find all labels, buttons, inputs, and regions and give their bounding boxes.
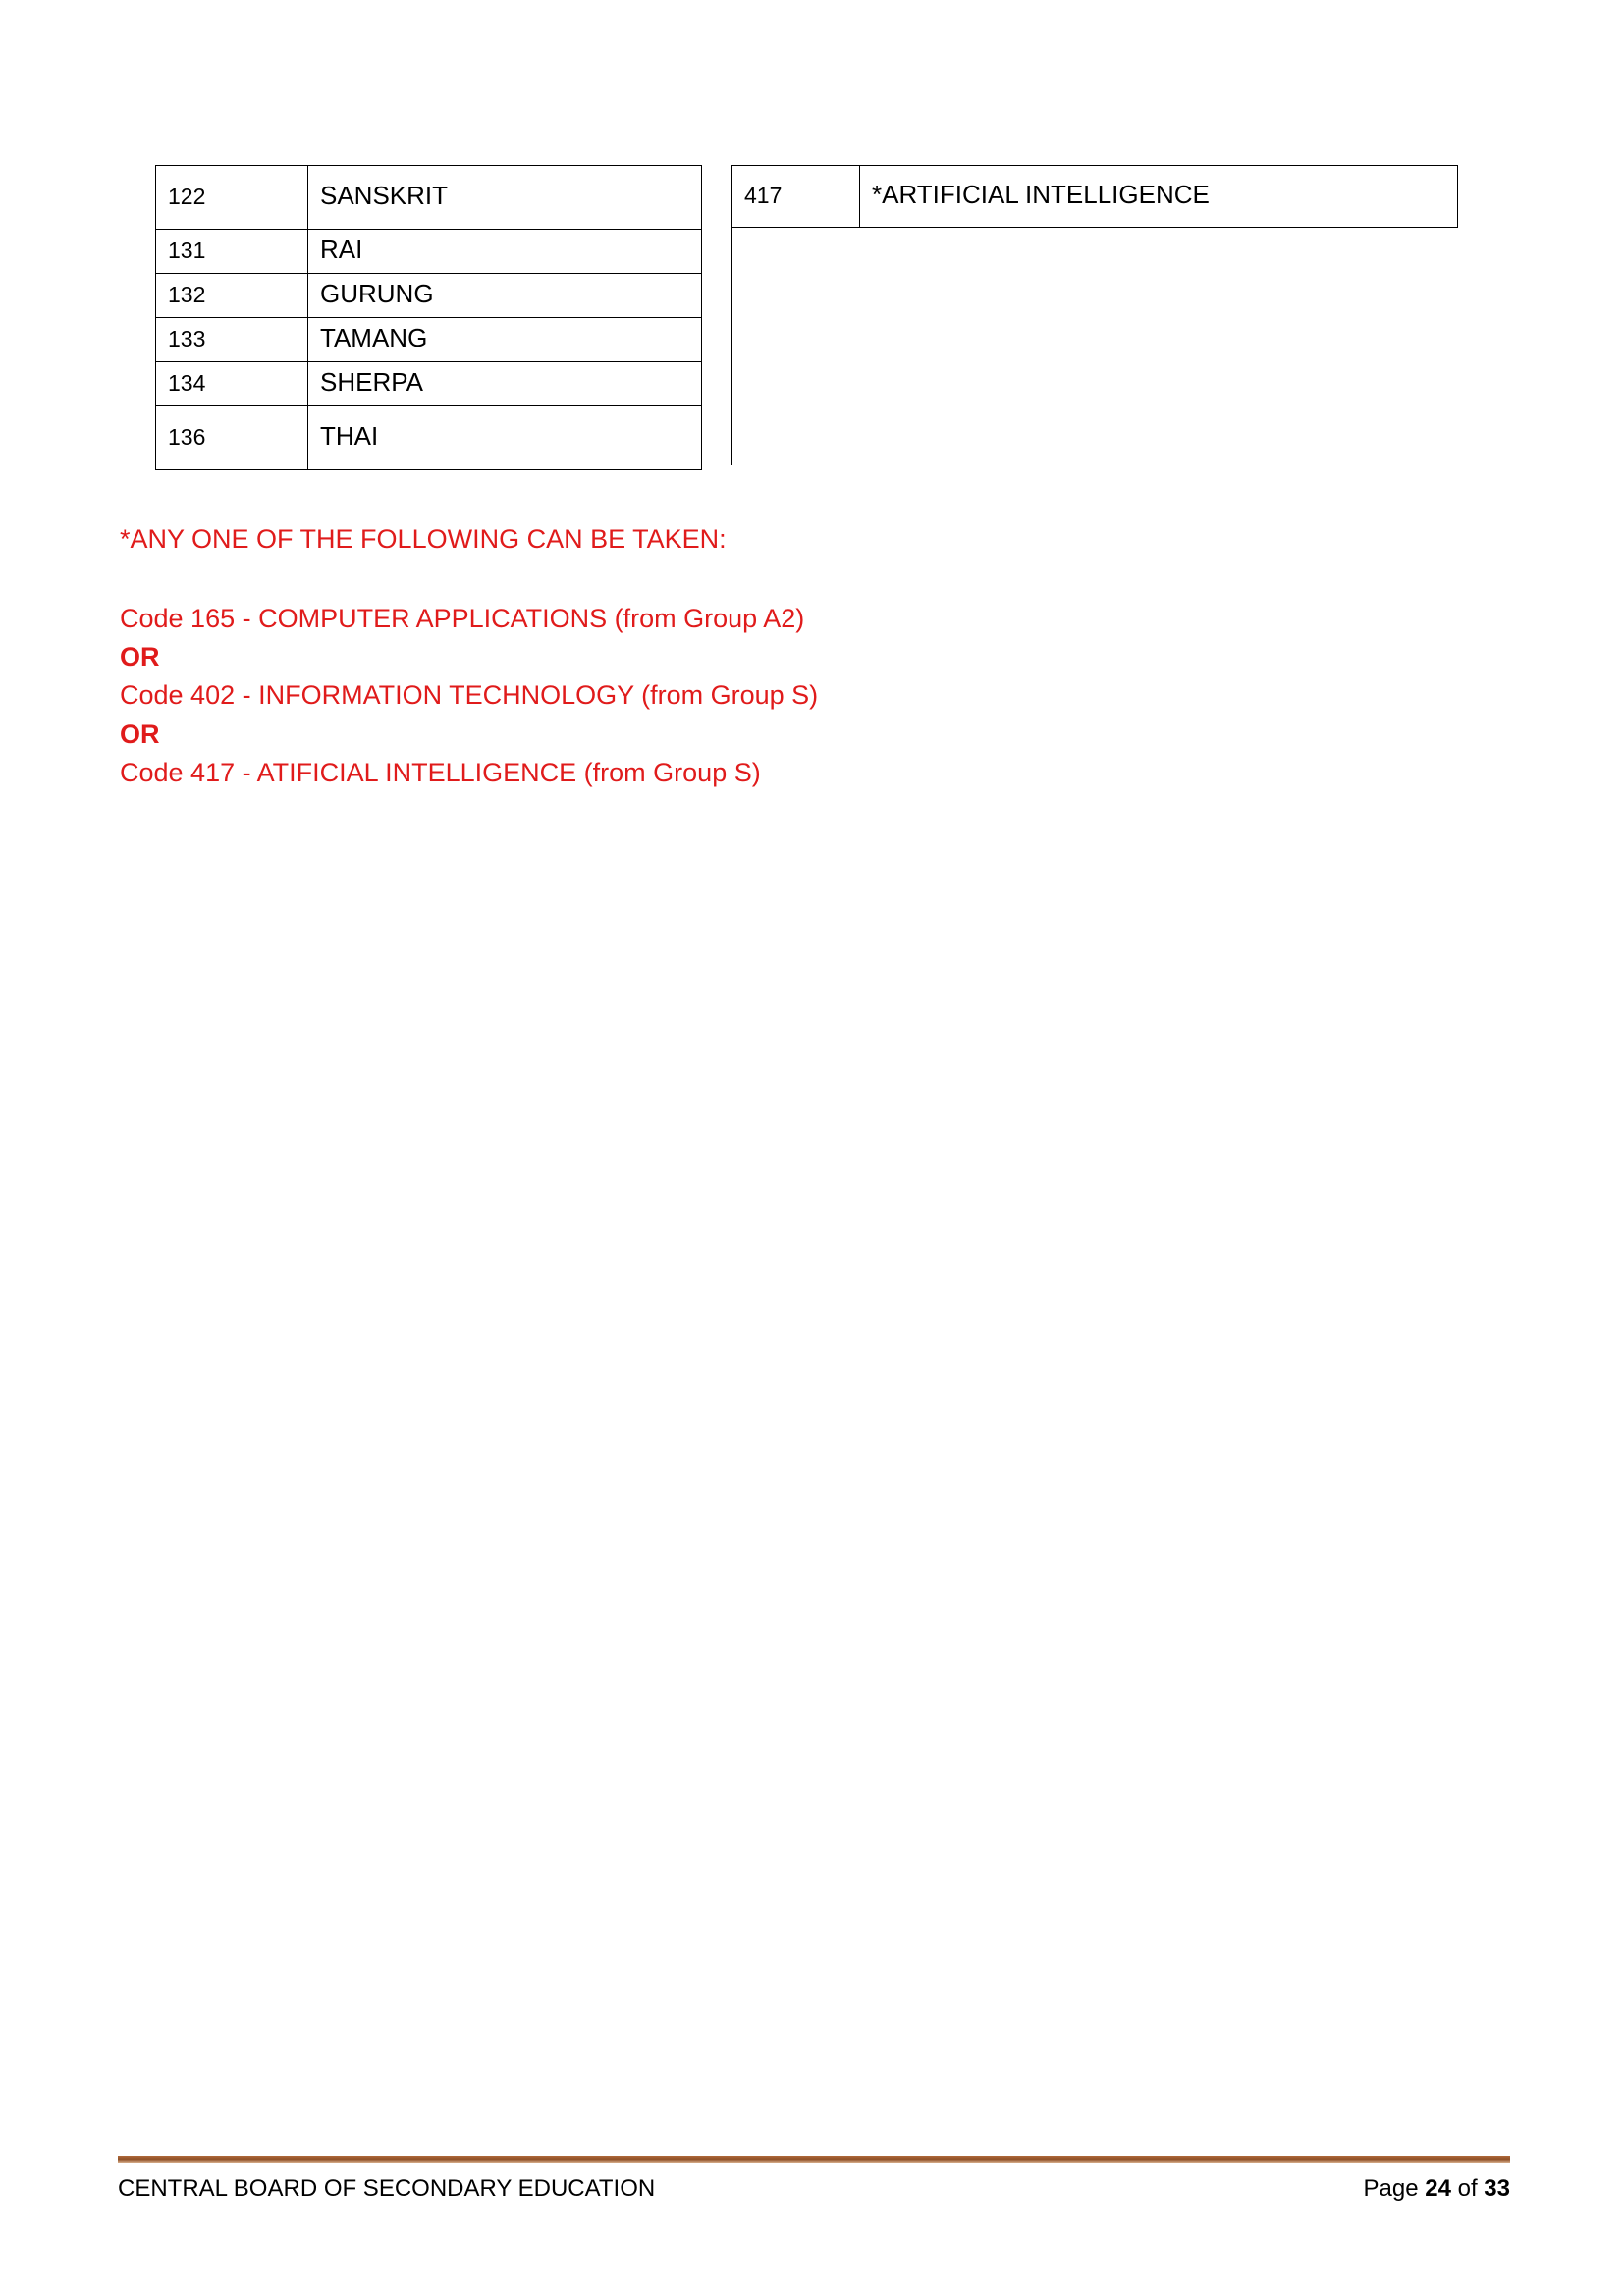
footer-page-total: 33	[1484, 2175, 1510, 2202]
language-subject-table	[155, 165, 702, 470]
footer-page-label: Page	[1363, 2175, 1419, 2202]
table-row	[156, 230, 702, 274]
table-row	[156, 274, 702, 318]
subject-code: 131	[156, 230, 308, 274]
subject-name: SANSKRIT	[308, 166, 702, 230]
footnote-line-1: Code 165 - COMPUTER APPLICATIONS (from Group A2)	[120, 604, 805, 634]
footer-page-number: 24	[1425, 2175, 1451, 2202]
subject-name: THAI	[308, 406, 702, 470]
subject-code: 417	[732, 166, 860, 228]
subject-code: 132	[156, 274, 308, 318]
footer-page-of: of	[1457, 2175, 1478, 2202]
footnote-line-5: Code 417 - ATIFICIAL INTELLIGENCE (from Group S)	[120, 757, 761, 787]
subject-name: RAI	[308, 230, 702, 274]
subject-name: TAMANG	[308, 318, 702, 362]
table-row	[156, 318, 702, 362]
empty-cell	[732, 228, 860, 466]
subject-code: 134	[156, 362, 308, 406]
table-row	[732, 166, 1458, 228]
footnote-line-3: Code 402 - INFORMATION TECHNOLOGY (from Group S)	[120, 680, 819, 711]
footnote-line-2: OR	[120, 642, 160, 672]
subject-code: 136	[156, 406, 308, 470]
table-row	[156, 362, 702, 406]
empty-cell	[860, 228, 1458, 466]
footnote-block	[120, 520, 1298, 792]
subject-name: *ARTIFICIAL INTELLIGENCE	[860, 166, 1458, 228]
subject-code-tables	[155, 165, 1471, 470]
footer-organization: CENTRAL BOARD OF SECONDARY EDUCATION	[118, 2175, 656, 2202]
footnote-heading: *ANY ONE OF THE FOLLOWING CAN BE TAKEN:	[120, 524, 727, 554]
table-row-empty	[732, 228, 1458, 466]
subject-name: SHERPA	[308, 362, 702, 406]
skill-subject-table	[731, 165, 1458, 465]
subject-name: GURUNG	[308, 274, 702, 318]
footnote-line-4: OR	[120, 719, 160, 749]
subject-code: 133	[156, 318, 308, 362]
table-row	[156, 406, 702, 470]
page-footer	[118, 2175, 1510, 2203]
footer-page-info	[1364, 2175, 1511, 2203]
table-row	[156, 166, 702, 230]
subject-code: 122	[156, 166, 308, 230]
footer-divider	[118, 2156, 1510, 2163]
